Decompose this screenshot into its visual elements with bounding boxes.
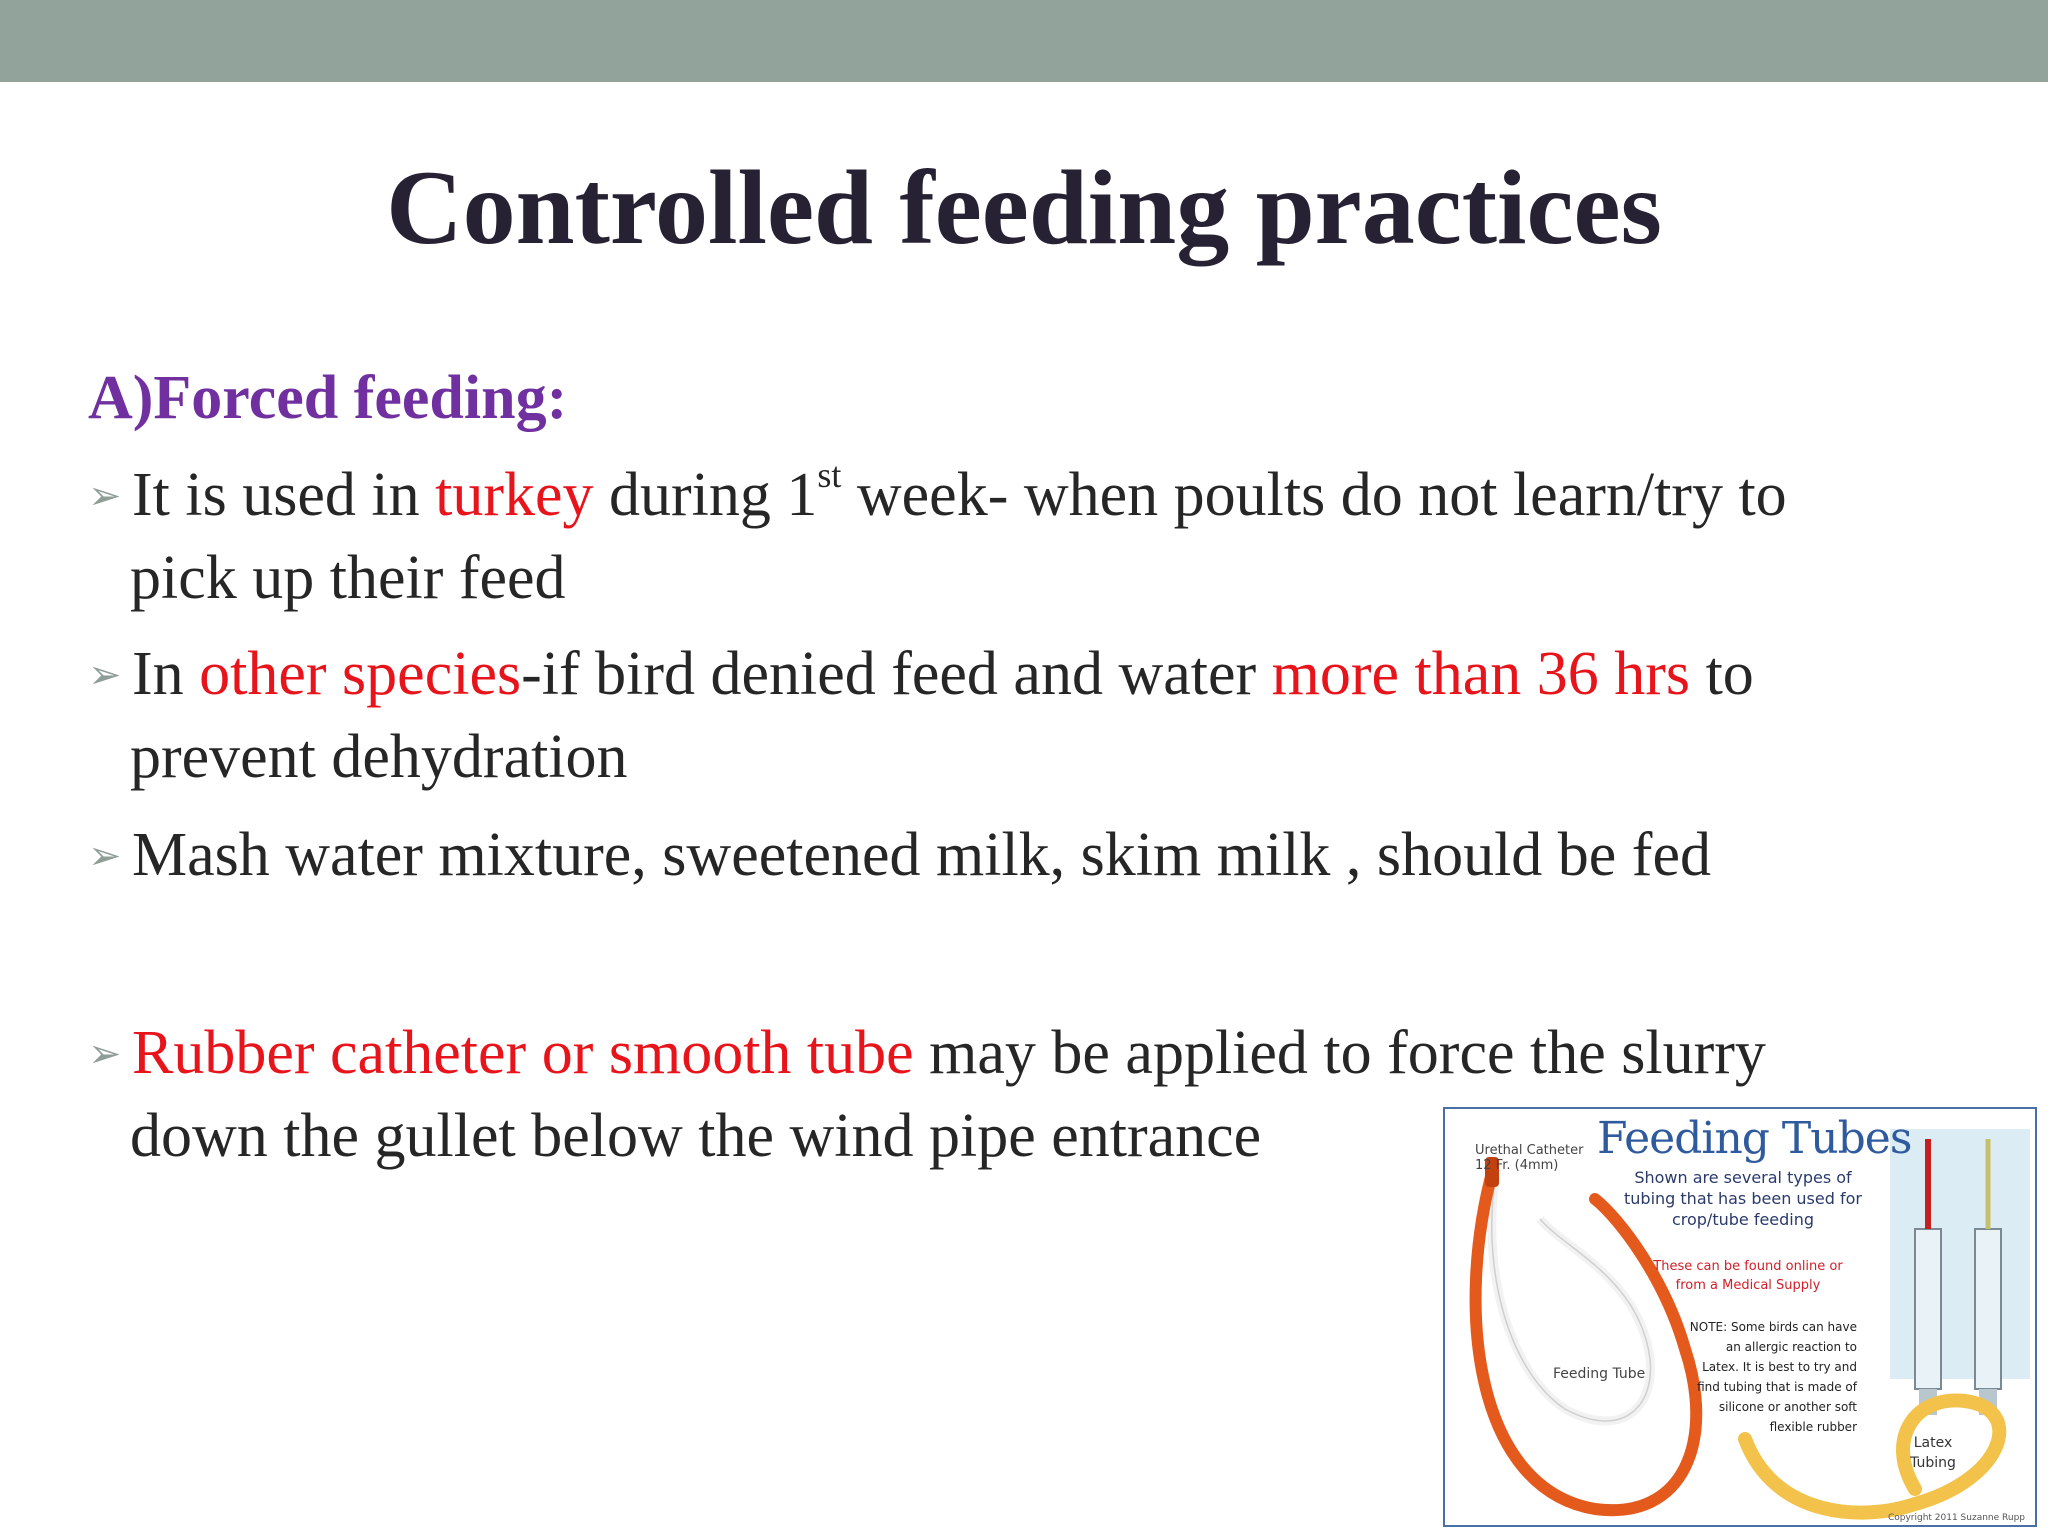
latex-tubing-label: Latex Tubing: [1910, 1435, 1956, 1471]
figure-title: Feeding Tubes: [1597, 1113, 1912, 1164]
highlight-text: more than 36 hrs: [1271, 640, 1691, 708]
top-accent-bar: [0, 0, 2048, 82]
bullet-continuation: pick up their feed: [130, 544, 566, 612]
slide-title: Controlled feeding practices: [386, 149, 1662, 266]
figure-copyright: Copyright 2011 Suzanne Rupp: [1887, 1513, 2025, 1523]
allergy-note: NOTE: Some birds can have an allergic reaction to Latex. It is best to try and find tubing that is made of silicone or another soft flexible rubber: [1689, 1320, 1857, 1434]
supply-note: These can be found online or from a Medical Supply: [1653, 1259, 1843, 1293]
feeding-tube-label: Feeding Tube: [1553, 1366, 1646, 1382]
arrow-bullet-icon: ➢: [88, 473, 122, 518]
catheter-label-line: Urethal Catheter: [1475, 1143, 1584, 1158]
feeding-tubes-figure: [1443, 1107, 2037, 1527]
bullet-text: to: [1690, 640, 1754, 708]
bullet-item: [88, 454, 2018, 619]
highlight-text: other species: [199, 640, 522, 708]
arrow-bullet-icon: ➢: [88, 833, 122, 878]
catheter-size-label: 12 Fr. (4mm): [1475, 1158, 1559, 1173]
bullet-item: [88, 633, 2018, 798]
section-heading: A)Forced feeding:: [88, 364, 568, 432]
bullet-continuation: prevent dehydration: [130, 723, 628, 791]
bullet-continuation: down the gullet below the wind pipe entrance: [130, 1102, 1262, 1170]
bullet-text: Mash water mixture, sweetened milk, skim milk , should be fed: [132, 821, 1711, 889]
bullet-text: In: [132, 640, 200, 708]
catheter-label: [1475, 1143, 1583, 1173]
arrow-bullet-icon: ➢: [88, 1031, 122, 1076]
bullet-text: -if bird denied feed and water: [521, 640, 1272, 708]
highlight-text: turkey: [435, 461, 594, 529]
bullet-text: It is used in: [132, 461, 436, 529]
highlight-text: Rubber catheter or smooth tube: [132, 1019, 914, 1087]
bullet-text: week- when poults do not learn/try to: [841, 461, 1787, 529]
bullet-text: may be applied to force the slurry: [913, 1019, 1766, 1087]
bullet-text: during 1: [593, 461, 818, 529]
superscript: st: [817, 455, 842, 495]
bullet-item: [88, 814, 2018, 897]
figure-description: Shown are several types of tubing that has been used for crop/tube feeding: [1624, 1168, 1862, 1229]
arrow-bullet-icon: ➢: [88, 652, 122, 697]
